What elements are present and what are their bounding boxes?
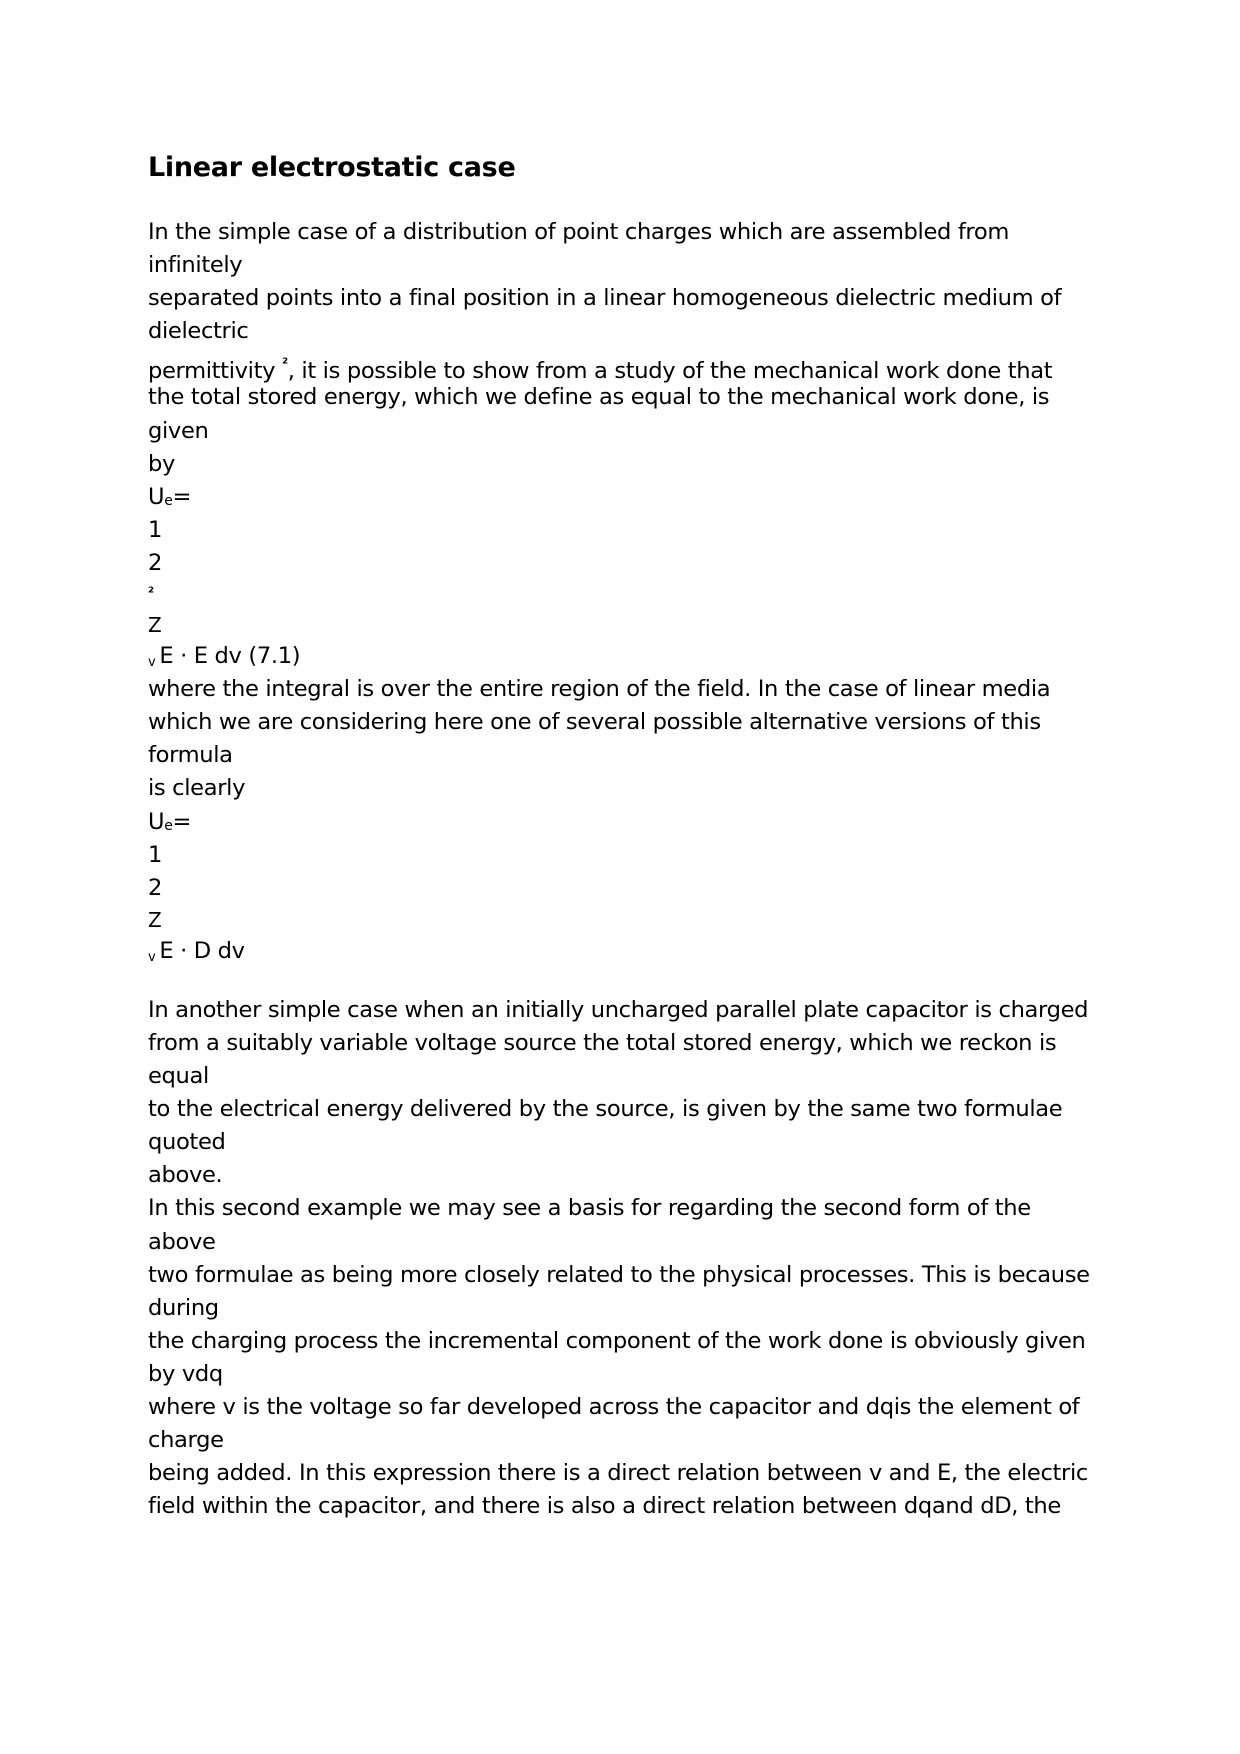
energy-symbol: U — [148, 808, 165, 835]
equals-sign: = — [172, 483, 192, 510]
formula-2 — [148, 806, 1098, 968]
fraction-denominator: 2 — [148, 549, 163, 576]
text-line: In this second example we may see a basis for regarding the second form of the — [148, 1195, 1031, 1222]
paragraph-1 — [148, 216, 1098, 481]
epsilon-symbol: ² — [148, 585, 154, 602]
text-line: infinitely — [148, 252, 243, 279]
epsilon-symbol: ² — [281, 356, 288, 373]
subscript-e: e — [164, 817, 173, 834]
text-line: field within the capacitor, and there is also a direct relation between dqand dD, the — [148, 1493, 1061, 1520]
text-line: where the integral is over the entire region of the field. In the case of linear media — [148, 676, 1051, 703]
text-line: being added. In this expression there is a direct relation between v and E, the electric — [148, 1460, 1088, 1487]
text-line: by — [148, 450, 176, 477]
text-line: above — [148, 1228, 216, 1255]
text-line: which we are considering here one of several possible alternative versions of this — [148, 709, 1041, 736]
formula-body — [148, 935, 1098, 968]
text-line: quoted — [148, 1129, 226, 1156]
text-line: In the simple case of a distribution of point charges which are assembled from — [148, 219, 1010, 245]
text-line: the total stored energy, which we define as equal to the mechanical work done, is — [148, 384, 1050, 411]
integral-symbol: Z — [148, 613, 162, 638]
fraction-denominator: 2 — [148, 874, 163, 901]
formula-lhs — [148, 806, 1098, 839]
text-line: by vdq — [148, 1360, 223, 1387]
fraction-numerator: 1 — [148, 841, 163, 868]
subscript-e: e — [164, 492, 173, 509]
paragraph-gap — [148, 968, 1098, 994]
section-heading: Linear electrostatic case — [148, 152, 516, 183]
paragraph-2 — [148, 673, 1098, 805]
subscript-v: v — [148, 655, 156, 671]
text-line: dielectric — [148, 318, 249, 345]
text-line: above. — [148, 1162, 223, 1189]
paragraph-3 — [148, 994, 1098, 1524]
text-line: equal — [148, 1063, 209, 1090]
text-span: permittivity — [148, 358, 282, 385]
text-line: formula — [148, 742, 233, 769]
energy-symbol: U — [148, 483, 165, 510]
text-line: where v is the voltage so far developed across the capacitor and dqis the element of — [148, 1394, 1080, 1420]
integrand: E · D dv — [159, 937, 245, 964]
integrand: E · E dv (7.1) — [159, 643, 301, 670]
text-line — [148, 348, 1098, 385]
document-page — [148, 146, 1098, 1523]
text-line: two formulae as being more closely related to the physical processes. This is because — [148, 1261, 1090, 1288]
integral-symbol: Z — [148, 907, 162, 932]
equals-sign: = — [172, 808, 192, 835]
text-line: from a suitably variable voltage source the total stored energy, which we reckon is — [148, 1029, 1057, 1056]
text-line: In another simple case when an initially uncharged parallel plate capacitor is charged — [148, 996, 1089, 1023]
text-line: given — [148, 417, 209, 444]
formula-body — [148, 640, 1098, 673]
subscript-v: v — [148, 949, 156, 965]
formula-lhs — [148, 481, 1098, 514]
text-line: is clearly — [148, 775, 246, 802]
text-line: separated points into a final position in a linear homogeneous dielectric medium of — [148, 285, 1062, 312]
text-span: , it is possible to show from a study of the mechanical work done that — [287, 358, 1053, 385]
formula-1 — [148, 481, 1098, 673]
text-line: to the electrical energy delivered by the source, is given by the same two formulae — [148, 1096, 1063, 1123]
text-line: the charging process the incremental component of the work done is obviously given — [148, 1327, 1086, 1354]
text-line: charge — [148, 1427, 224, 1454]
fraction-numerator: 1 — [148, 516, 163, 543]
text-line: during — [148, 1294, 219, 1321]
